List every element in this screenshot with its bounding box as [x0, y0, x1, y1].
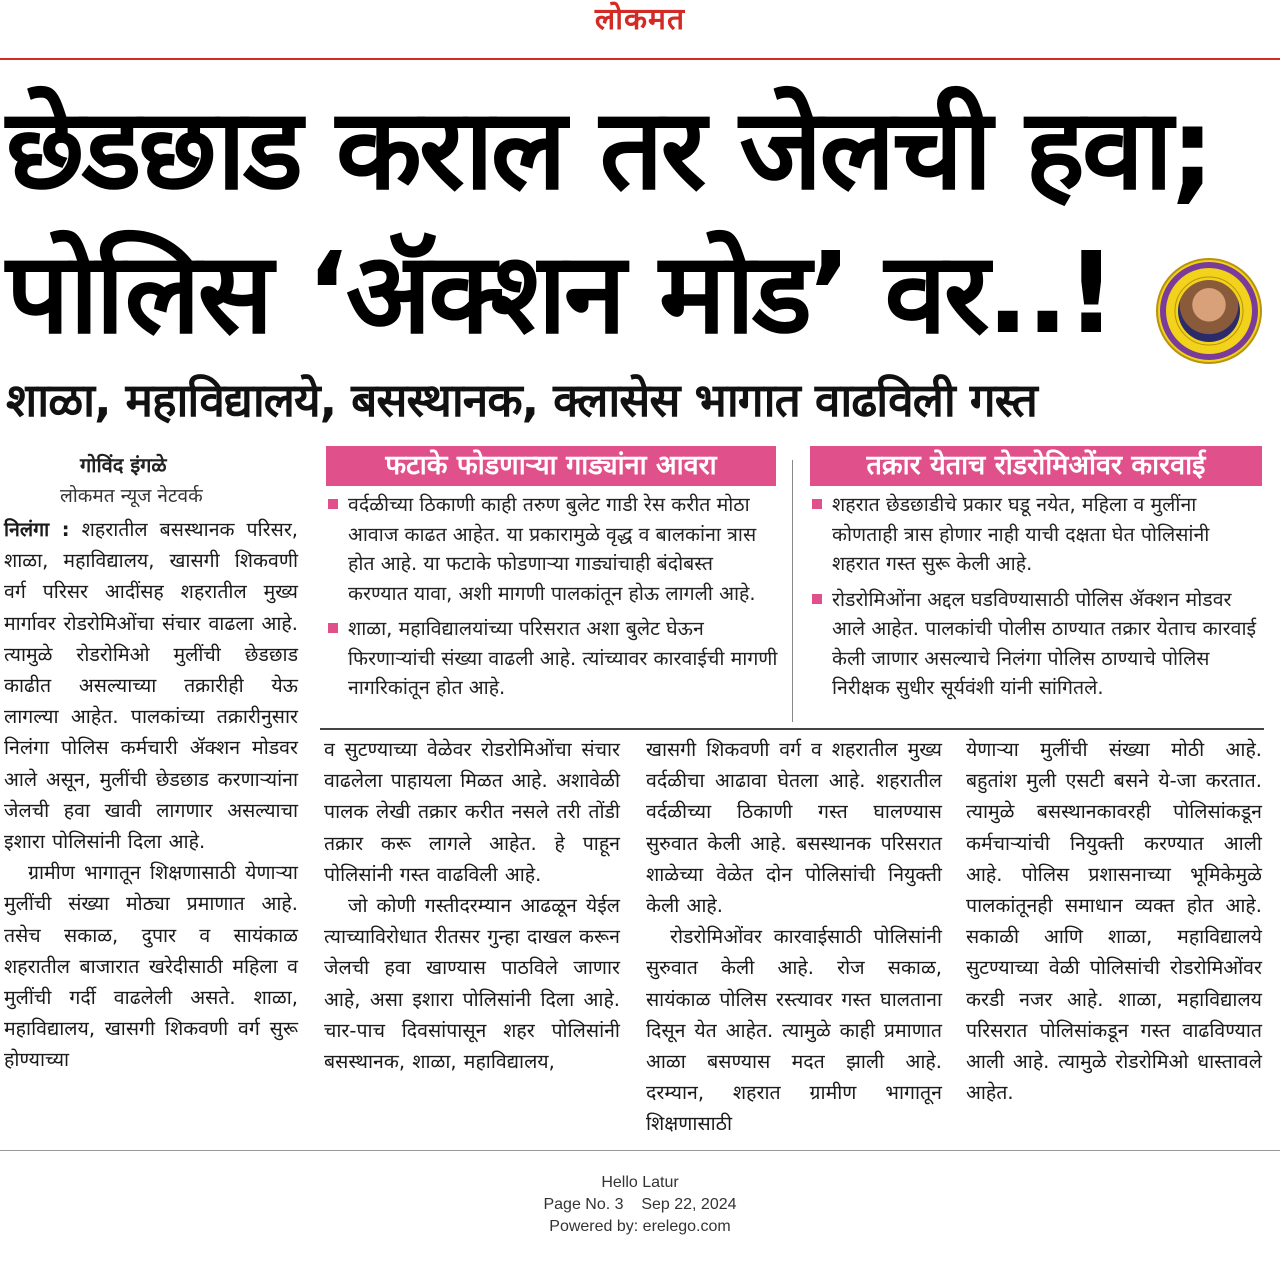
sidebar-box-title-2: तक्रार येताच रोडरोमिओंवर कारवाई: [810, 446, 1262, 486]
article-paragraph: व सुटण्याच्या वेळेवर रोडरोमिओंचा संचार वाढलेला पाहायला मिळत आहे. अशावेळी पालक लेखी तक्रार करीत नसले तरी तोंडी तक्रार करू लागले आहेत. हे पाहून पोलिसांनी गस्त वाढविली आहे.: [324, 738, 620, 886]
paragraph-text: शहरातील बसस्थानक परिसर, शाळा, महाविद्यालय, खासगी शिकवणी वर्ग परिसर आदींसह शहरातील मुख्य मार्गावर रोडरोमिओंचा संचार वाढला आहे. त्यामुळे रोडरोमिओ मुलींची छेडछाड काढीत असल्याच्या तक्रारीही येऊ लागल्या आहेत. पालकांच्या तक्रारीनुसार निलंगा पोलिस कर्मचारी ॲक्शन मोडवर आले असून, मुलींची छेडछाड करणाऱ्यांना जेलची हवा खावी लागणार असल्याचा इशारा पोलिसांनी दिला आहे.: [4, 518, 298, 854]
byline-author: गोविंद इंगळे: [80, 453, 167, 477]
article-column-2: [324, 734, 620, 1077]
box-divider: [792, 460, 793, 722]
article-paragraph: [4, 514, 298, 857]
logo-text: लोकमत: [594, 2, 686, 37]
masthead-rule: [0, 58, 1280, 60]
list-item: शहरात छेडछाडीचे प्रकार घडू नयेत, महिला व मुलींना कोणताही त्रास होणार नाही याची दक्षता घेत पोलिसांनी शहरात गस्त सुरू केली आहे.: [810, 490, 1260, 579]
list-item: रोडरोमिओंना अद्दल घडविण्यासाठी पोलिस ॲक्शन मोडवर आले आहेत. पालकांची पोलीस ठाण्यात तक्रार येताच कारवाई केली जाणार असल्याचे निलंगा पोलिस ठाण्याचे पोलिस निरीक्षक सुधीर सूर्यवंशी यांनी सांगितले.: [810, 585, 1260, 703]
watermark-seal: [1156, 258, 1262, 364]
sub-headline: शाळा, महाविद्यालये, बसस्थानक, क्लासेस भागात वाढविली गस्त: [6, 373, 1037, 427]
sidebar-box-1-list: [326, 490, 778, 709]
seal-portrait: [1178, 280, 1240, 342]
article-column-4: [966, 734, 1262, 1108]
article-paragraph: जो कोणी गस्तीदरम्यान आढळून येईल त्याच्याविरोधात रीतसर गुन्हा दाखल करून जेलची हवा खाण्यास पाठविले जाणार आहे, असा इशारा पोलिसांनी दिला आहे. चार-पाच दिवसांपासून शहर पोलिसांनी बसस्थानक, शाळा, महाविद्यालय,: [324, 894, 620, 1074]
article-paragraph: खासगी शिकवणी वर्ग व शहरातील मुख्य वर्दळीचा आढावा घेतला आहे. शहरातील वर्दळीच्या ठिकाणी गस्त घालण्यास सुरुवात केली आहे. बसस्थानक परिसरात शाळेच्या वेळेत दोन पोलिसांची नियुक्ती केली आहे.: [646, 738, 942, 918]
list-item: शाळा, महाविद्यालयांच्या परिसरात अशा बुलेट घेऊन फिरणाऱ्यांची संख्या वाढली आहे. त्यांच्यावर कारवाईची मागणी नागरिकांतून होत आहे.: [326, 614, 778, 703]
headline-line-1: छेडछाड कराल तर जेलची हवा;: [6, 85, 1212, 215]
article-paragraph: रोडरोमिओंवर कारवाईसाठी पोलिसांनी सुरुवात केली आहे. रोज सकाळ, सायंकाळ पोलिस रस्त्यावर गस्त घालताना दिसून येत आहेत. त्यामुळे काही प्रमाणात आळा बसण्यास मदत झाली आहे. दरम्यान, शहरात ग्रामीण भागातून शिक्षणासाठी: [646, 925, 942, 1136]
page-footer: [0, 1172, 1280, 1238]
footer-rule: [0, 1150, 1280, 1151]
article-paragraph: येणाऱ्या मुलींची संख्या मोठी आहे. बहुतांश मुली एसटी बसने ये-जा करतात. त्यामुळे बसस्थानकावरही पोलिसांकडून कर्मचाऱ्यांची नियुक्ती करण्यात आली आहे. पोलिस प्रशासनाच्या भूमिकेमुळे पालकांतूनही समाधान व्यक्त होत आहे. सकाळी आणि शाळा, महाविद्यालये सुटण्याच्या वेळी पोलिसांची रोडरोमिओंवर करडी नजर आहे. शाळा, महाविद्यालय परिसरात पोलिसांकडून गस्त वाढविण्यात आली आहे. त्यामुळे रोडरोमिओ धास्तावले आहेत.: [966, 738, 1262, 1105]
headline-line-2: पोलिस ‘ॲक्शन मोड’ वर..!: [6, 229, 1114, 359]
sidebar-box-2-list: [810, 490, 1260, 709]
sidebar-box-title-1: फटाके फोडणाऱ्या गाड्यांना आवरा: [326, 446, 776, 486]
article-column-1: [4, 514, 298, 1076]
footer-powered-by: Powered by: erelego.com: [549, 1218, 731, 1235]
article-column-3: [646, 734, 942, 1140]
footer-page-date: Page No. 3 Sep 22, 2024: [543, 1196, 737, 1213]
masthead-logo: [0, 0, 1280, 40]
dateline: निलंगा :: [4, 518, 70, 541]
list-item: वर्दळीच्या ठिकाणी काही तरुण बुलेट गाडी रेस करीत मोठा आवाज काढत आहेत. या प्रकारामुळे वृद्ध व बालकांना त्रास होत आहे. या फटाके फोडणाऱ्या गाड्यांचाही बंदोबस्त करण्यात यावा, अशी मागणी पालकांतून होऊ लागली आहे.: [326, 490, 778, 608]
byline-network: लोकमत न्यूज नेटवर्क: [60, 485, 203, 507]
footer-edition: Hello Latur: [601, 1174, 679, 1191]
article-paragraph: ग्रामीण भागातून शिक्षणासाठी येणाऱ्या मुलींची संख्या मोठ्या प्रमाणात आहे. तसेच सकाळ, दुपार व सायंकाळ शहरातील बाजारात खरेदीसाठी महिला व मुलींची गर्दी वाढलेली असते. शाळा, महाविद्यालय, खासगी शिकवणी वर्ग सुरू होण्याच्या: [4, 861, 298, 1072]
section-rule: [320, 728, 1264, 730]
